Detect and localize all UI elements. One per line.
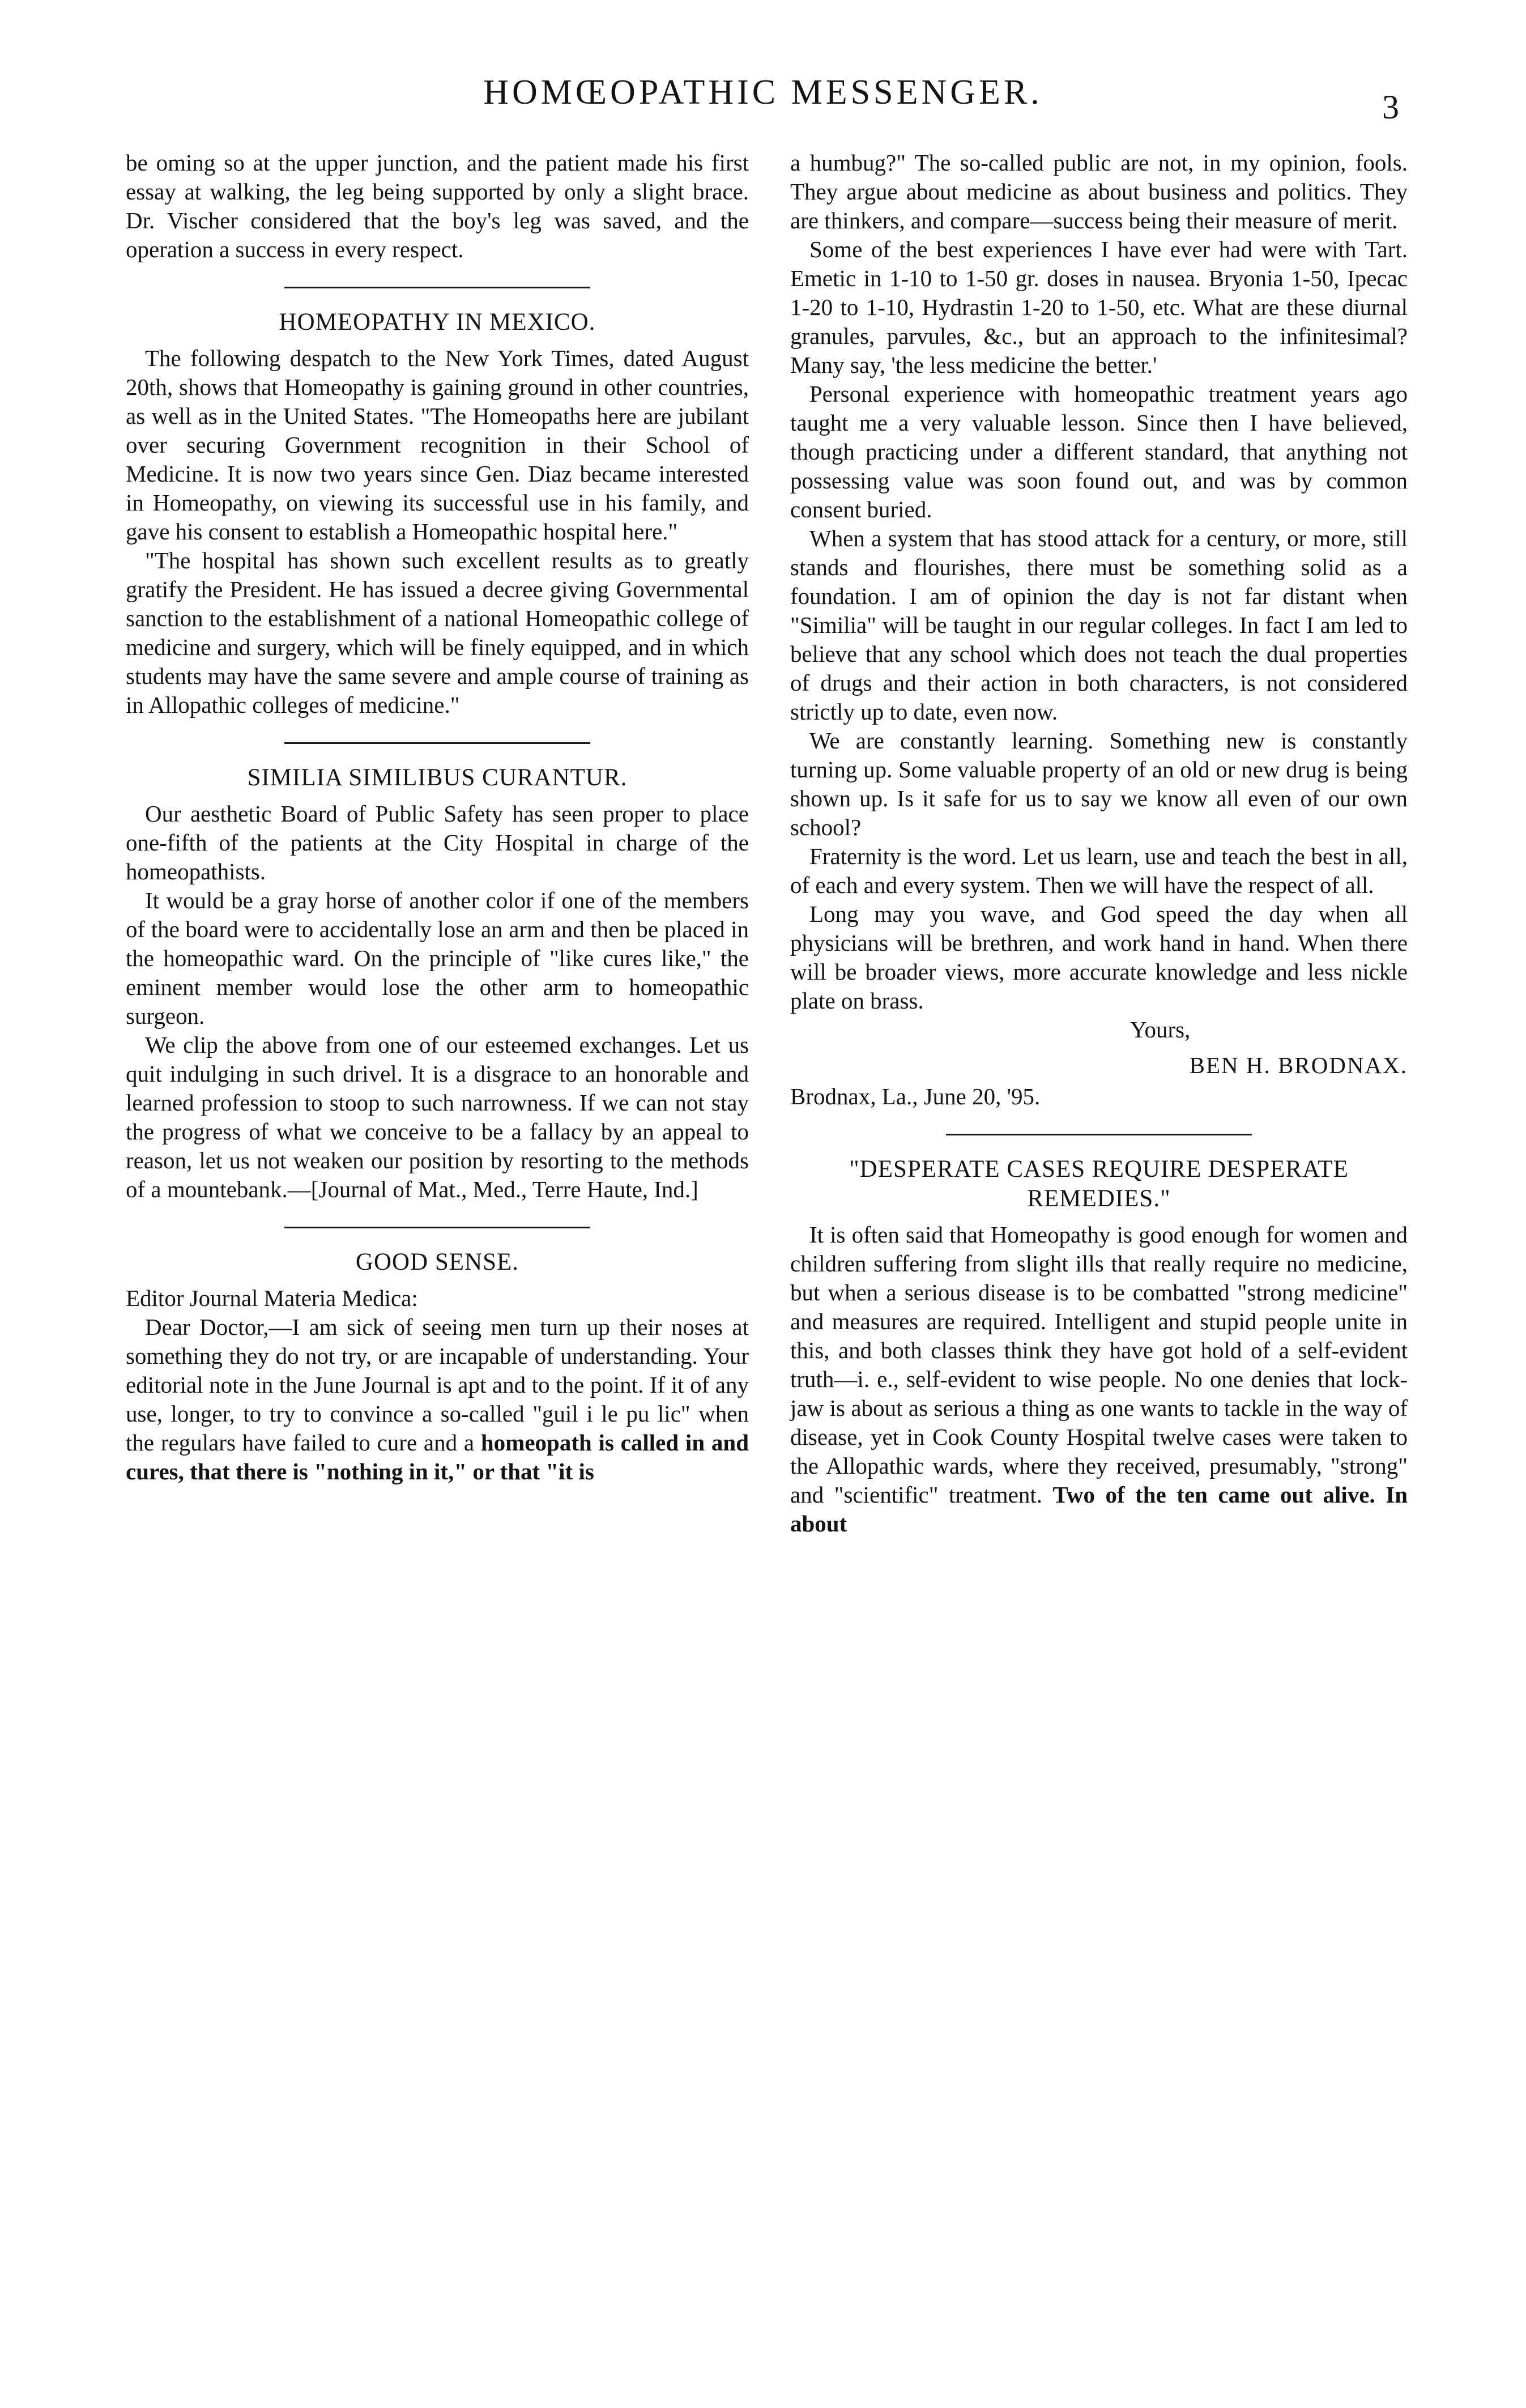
similia-paragraph-1: Our aesthetic Board of Public Safety has seen proper to place one-fifth of the patients at the City Hospital in charge of the homeopathists. bbox=[126, 801, 749, 884]
desperate-text: It is often said that Homeopathy is good enough for women and children suffering from slight ills that really require no medicine, but when a serious disease is to be combatted "strong medicine" and measures are required. Intelligent and stupid people unite in this, and both classes think they have got hold of a self-evident truth—i. e., self-evident to wise people. No one denies that lock-jaw is about as serious a thing as one wants to tackle in the way of disease, yet in Cook County Hospital twelve cases were taken to the Allopathic wards, where they received, presumably, "strong" and "scientific" treatment. bbox=[790, 1222, 1408, 1508]
good-sense-text: Dear Doctor,—I am sick of seeing men turn up their noses at something they do not try, or are incapable of understanding. Your editorial note in the June Journal is apt and to the point. If it of any use, longer, to try to convince a so-called "guil i le pu lic" when the regulars have failed to cure and a bbox=[126, 1314, 749, 1456]
letter-place-date: Brodnax, La., June 20, '95. bbox=[790, 1083, 1041, 1109]
mexico-paragraph-1: The following despatch to the New York Times, dated August 20th, shows that Homeopathy is gaining ground in other countries, as well as in the United States. "The Homeopaths here are jubilant over securing Government recognition in their School of Medicine. It is now two years since Gen. Diaz became interested in Homeopathy, on viewing its successful use in his family, and gave his consent to establish a Homeopathic hospital here." bbox=[126, 345, 749, 544]
right-column bbox=[790, 148, 1408, 1538]
section-divider bbox=[284, 742, 590, 744]
running-head: HOMŒOPATHIC MESSENGER. bbox=[483, 73, 1043, 112]
desperate-bold-text: Two of the ten came out alive. In about bbox=[790, 1482, 1408, 1537]
continuation-paragraph: be oming so at the upper junction, and the patient made his first essay at walking, the leg being supported by only a slight brace. Dr. Vischer considered that the boy's leg was saved, and the operation a success in every respect. bbox=[126, 150, 749, 262]
good-sense-paragraph-1 bbox=[126, 1313, 749, 1486]
letter-paragraph-learning: We are constantly learning. Something new is constantly turning up. Some valuable property of an old or new drug is being shown up. Is it safe for us to say we know all even of our own school? bbox=[790, 727, 1408, 840]
letter-paragraph-fraternity: Fraternity is the word. Let us learn, use and teach the best in all, of each and every system. Then we will have the respect of all. bbox=[790, 843, 1408, 898]
letter-valediction: Yours, bbox=[1130, 1016, 1191, 1043]
section-divider bbox=[284, 1227, 590, 1228]
article-title-mexico: HOMEOPATHY IN MEXICO. bbox=[279, 309, 596, 335]
section-divider bbox=[946, 1134, 1252, 1135]
article-title-similia: SIMILIA SIMILIBUS CURANTUR. bbox=[247, 764, 628, 791]
desperate-paragraph-1 bbox=[790, 1220, 1408, 1538]
letter-paragraph-system: When a system that has stood attack for a century, or more, still stands and flourishes, there must be something solid as a foundation. I am of opinion the day is not far distant when "Similia" will be taught in our regular colleges. In fact I am led to believe that any school which does not teach the dual properties of drugs and their action in both characters, is not considered strictly up to date, even now. bbox=[790, 525, 1408, 725]
article-title-good-sense: GOOD SENSE. bbox=[355, 1249, 519, 1275]
letter-paragraph-personal: Personal experience with homeopathic treatment years ago taught me a very valuable lesson. Since then I have believed, though practicing under a different standard, that anything not possessing value was soon found out, and was by common consent buried. bbox=[790, 381, 1408, 522]
similia-paragraph-3: We clip the above from one of our esteemed exchanges. Let us quit indulging in such drivel. It is a disgrace to an honorable and learned profession to stoop to such narrowness. If we can not stay the progress of what we conceive to be a fallacy by an appeal to reason, let us not weaken our position by resorting to the methods of a mountebank.—[Journal of Mat., Med., Terre Haute, Ind.] bbox=[126, 1032, 749, 1202]
letter-paragraph-closing: Long may you wave, and God speed the day when all physicians will be brethren, and work hand in hand. When there will be broader views, more accurate knowledge and less nickle plate on brass. bbox=[790, 901, 1408, 1014]
left-column bbox=[126, 148, 749, 1486]
article-title-desperate: "DESPERATE CASES REQUIRE DESPERATE REMEDIES." bbox=[849, 1156, 1349, 1212]
page-number: 3 bbox=[1382, 88, 1399, 126]
letter-salutation: Editor Journal Materia Medica: bbox=[126, 1285, 418, 1311]
similia-paragraph-2: It would be a gray horse of another color if one of the members of the board were to accidentally lose an arm and then be placed in the homeopathic ward. On the principle of "like cures like," the eminent member would lose the other arm to homeopathic surgeon. bbox=[126, 887, 749, 1029]
letter-continuation: a humbug?" The so-called public are not, in my opinion, fools. They argue about medicine as about business and politics. They are thinkers, and compare—success being their measure of merit. bbox=[790, 150, 1408, 233]
letter-paragraph-experiences: Some of the best experiences I have ever had were with Tart. Emetic in 1-10 to 1-50 gr. doses in nausea. Bryonia 1-50, Ipecac 1-20 to 1-10, Hydrastin 1-20 to 1-50, etc. What are these diurnal granules, parvules, &c., but an approach to the infinitesimal? Many say, 'the less medicine the better.' bbox=[790, 236, 1408, 378]
mexico-paragraph-2: "The hospital has shown such excellent results as to greatly gratify the President. He has issued a decree giving Governmental sanction to the establishment of a national Homeopathic college of medicine and surgery, which will be finely equipped, and in which students may have the same severe and ample course of training as in Allopathic colleges of medicine." bbox=[126, 547, 749, 718]
good-sense-bold-text: homeopath is called in and cures, that there is "nothing in it," or that "it is bbox=[126, 1430, 749, 1484]
letter-signature: BEN H. BRODNAX. bbox=[1189, 1052, 1408, 1078]
section-divider bbox=[284, 287, 590, 288]
